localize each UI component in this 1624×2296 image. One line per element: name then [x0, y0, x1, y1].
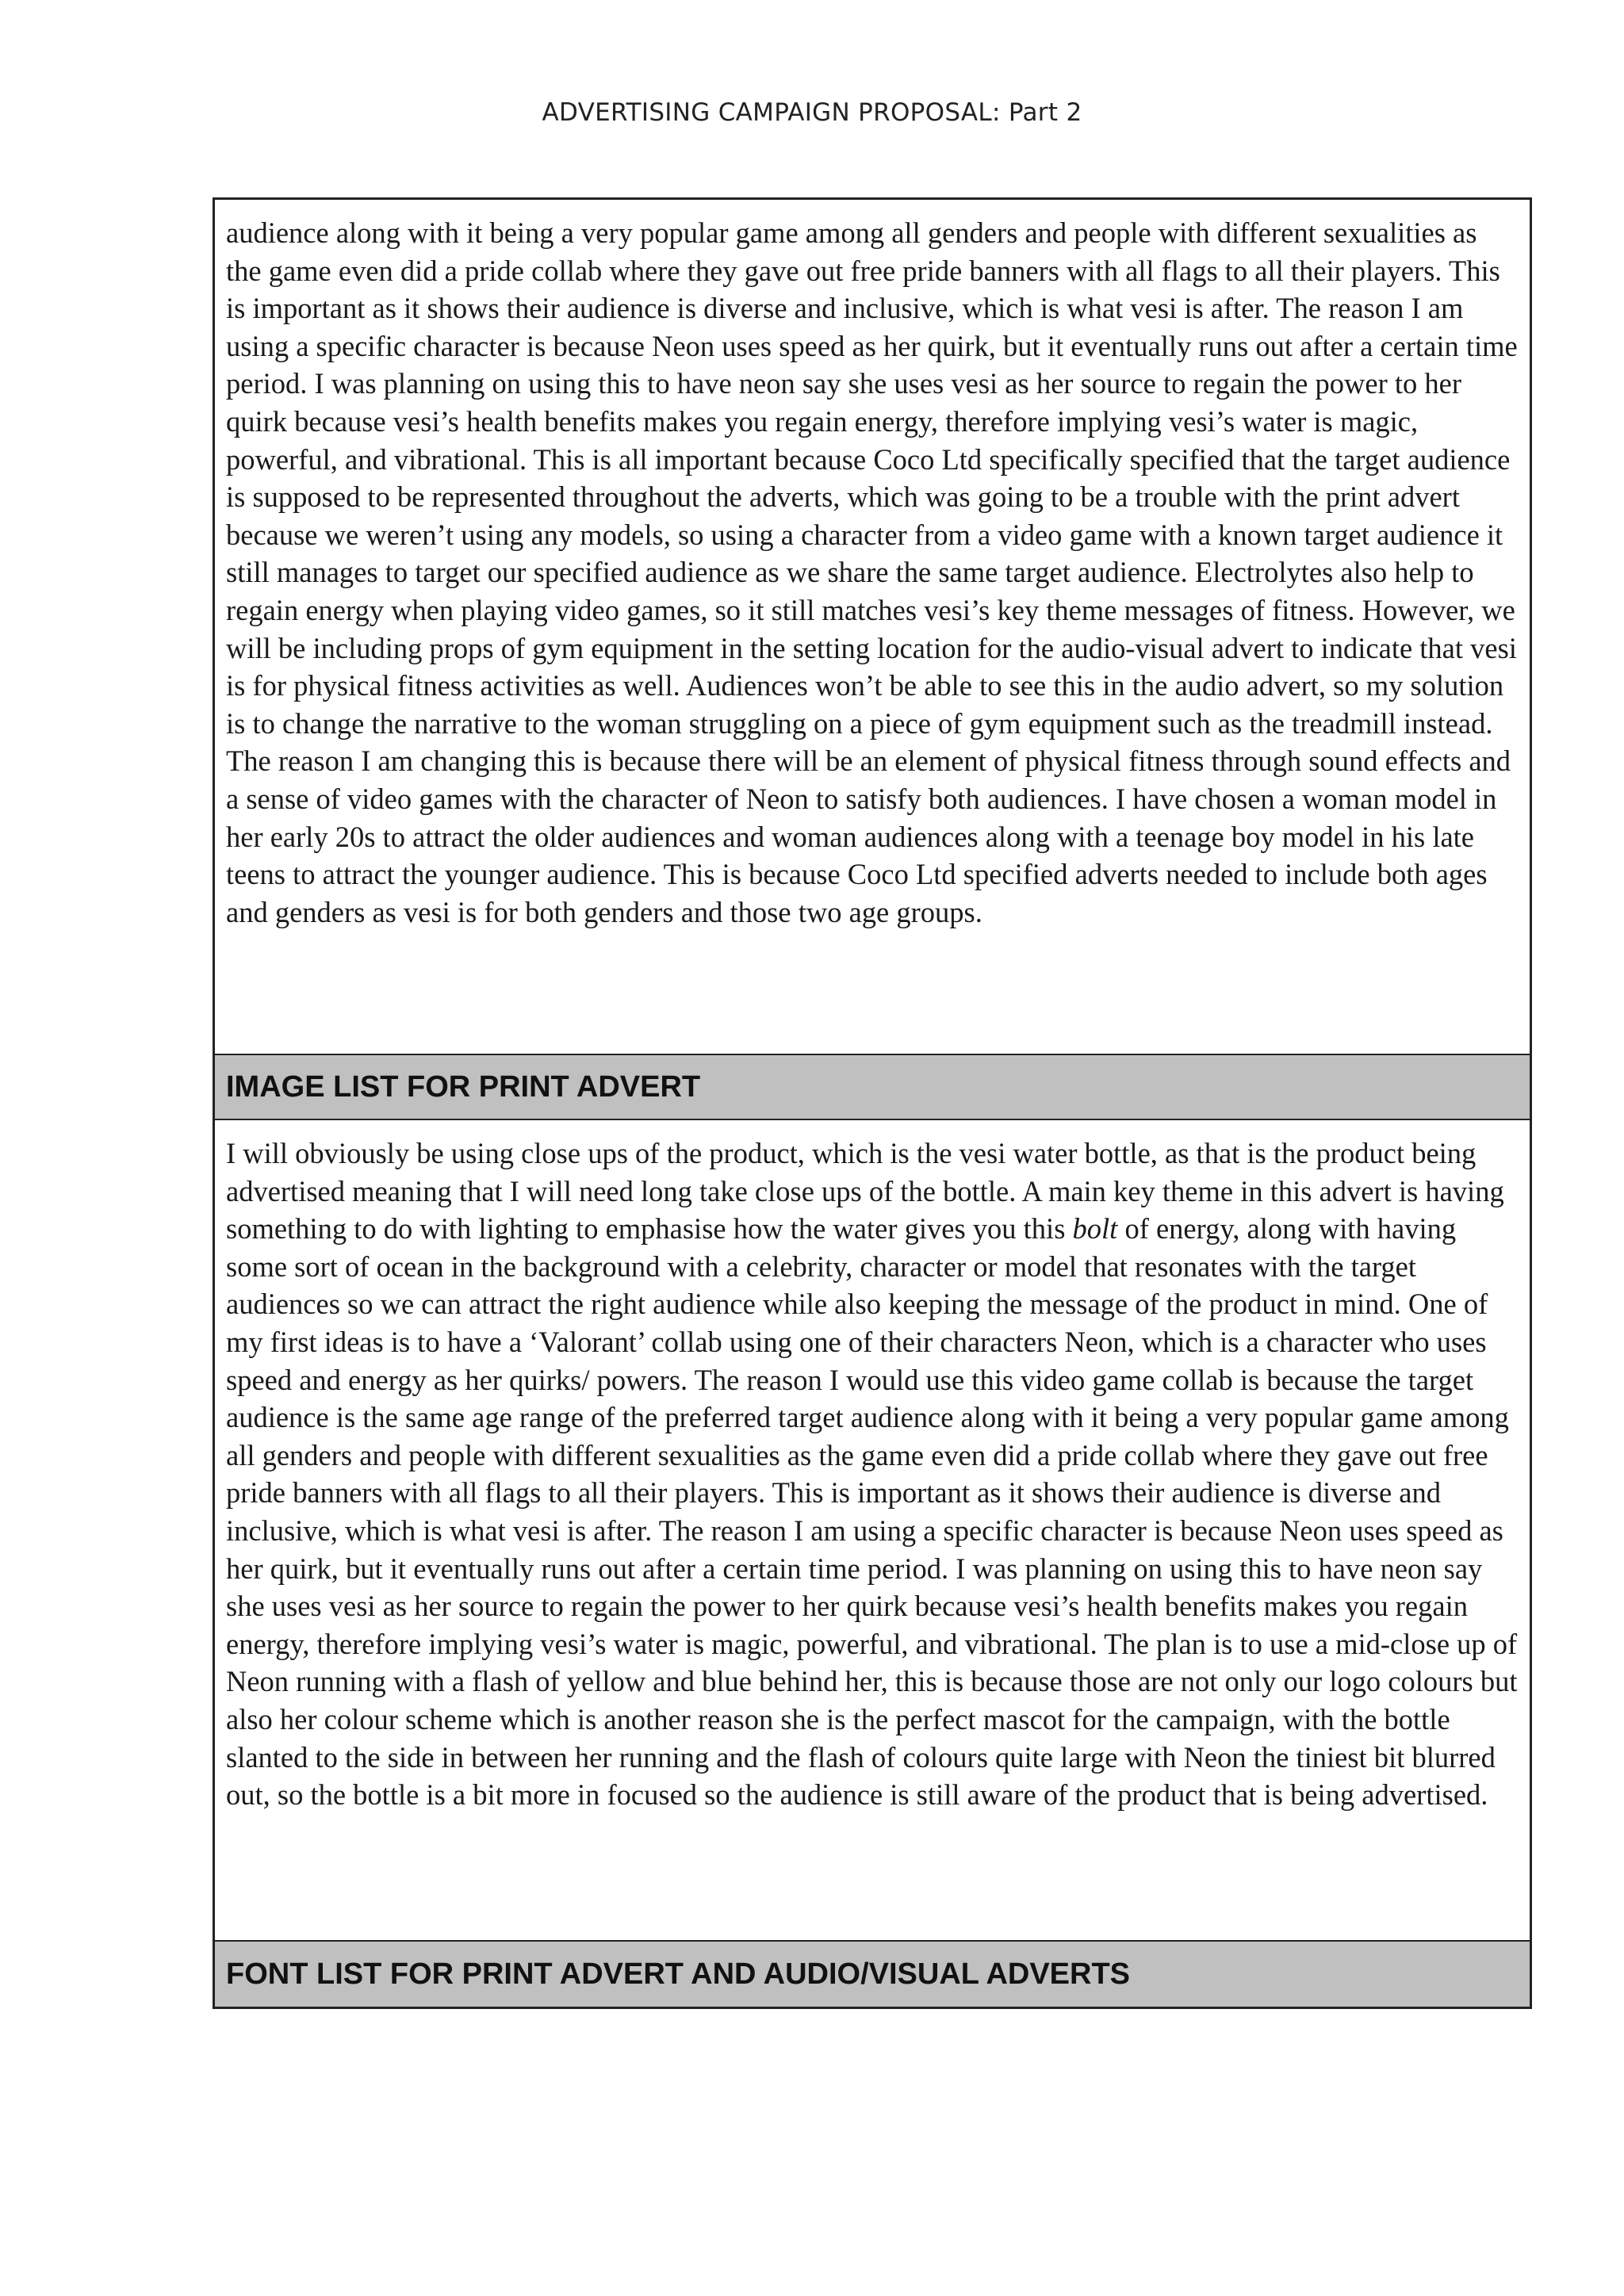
- font-list-heading: [215, 1942, 1530, 2007]
- font-list-heading-text: FONT LIST FOR PRINT ADVERT AND AUDIO/VISUAL ADVERTS: [226, 1957, 1131, 1991]
- image-list-text-italic: bolt: [1072, 1212, 1118, 1246]
- image-list-cell: [215, 1120, 1530, 1942]
- image-list-text: [226, 1135, 1519, 1814]
- proposal-table: [213, 197, 1532, 2009]
- audience-rationale-cell: [215, 200, 1530, 1055]
- page-header: ADVERTISING CAMPAIGN PROPOSAL: Part 2: [542, 98, 1082, 127]
- image-list-heading: [215, 1055, 1530, 1120]
- image-list-text-part-2: of energy, along with having some sort of ocean in the background with a celebrity, character or model that resonates with the target audiences so we can attract the right audience while also keeping the message of the product in mind. One of my first ideas is to have a ‘Valorant’ collab using one of their characters Neon, which is a character who uses speed and energy as her quirks/ powers. The reason I would use this video game collab is because the target audience is the same age range of the preferred target audience along with it being a very popular game among all genders and people with different sexualities as the game even did a pride collab where they gave out free pride banners with all flags to all their players. This is important as it shows their audience is diverse and inclusive, which is what vesi is after. The reason I am using a specific character is because Neon uses speed as her quirk, but it eventually runs out after a certain time period. I was planning on using this to have neon say she uses vesi as her source to regain the power to her quirk because vesi’s health benefits makes you regain energy, therefore implying vesi’s water is magic, powerful, and vibrational. The plan is to use a mid-close up of Neon running with a flash of yellow and blue behind her, this is because those are not only our logo colours but also her colour scheme which is another reason she is the perfect mascot for the campaign, with the bottle slanted to the side in between her running and the flash of colours quite large with Neon the tiniest bit blurred out, so the bottle is a bit more in focused so the audience is still aware of the product that is being advertised.: [226, 1212, 1518, 1812]
- image-list-text-part-1: I will obviously be using close ups of the product, which is the vesi water bottle, as that is the product being advertised meaning that I will need long take close ups of the bottle. A main key theme in this advert is having something to do with lighting to emphasise how the water gives you this: [226, 1137, 1504, 1246]
- audience-rationale-text: audience along with it being a very popular game among all genders and people with different sexualities as the game even did a pride collab where they gave out free pride banners with all flags to all their players. This is important as it shows their audience is diverse and inclusive, which is what vesi is after. The reason I am using a specific character is because Neon uses speed as her quirk, but it eventually runs out after a certain time period. I was planning on using this to have neon say she uses vesi as her source to regain the power to her quirk because vesi’s health benefits makes you regain energy, therefore implying vesi’s water is magic, powerful, and vibrational. This is all important because Coco Ltd specifically specified that the target audience is supposed to be represented throughout the adverts, which was going to be a trouble with the print advert because we weren’t using any models, so using a character from a video game with a known target audience it still manages to target our specified audience as we share the same target audience. Electrolytes also help to regain energy when playing video games, so it still matches vesi’s key theme messages of fitness. However, we will be including props of gym equipment in the setting location for the audio-visual advert to indicate that vesi is for physical fitness activities as well. Audiences won’t be able to see this in the audio advert, so my solution is to change the narrative to the woman struggling on a piece of gym equipment such as the treadmill instead. The reason I am changing this is because there will be an element of physical fitness through sound effects and a sense of video games with the character of Neon to satisfy both audiences. I have chosen a woman model in her early 20s to attract the older audiences and woman audiences along with a teenage boy model in his late teens to attract the younger audience. This is because Coco Ltd specified adverts needed to include both ages and genders as vesi is for both genders and those two age groups.: [226, 216, 1518, 928]
- image-list-heading-text: IMAGE LIST FOR PRINT ADVERT: [226, 1070, 701, 1104]
